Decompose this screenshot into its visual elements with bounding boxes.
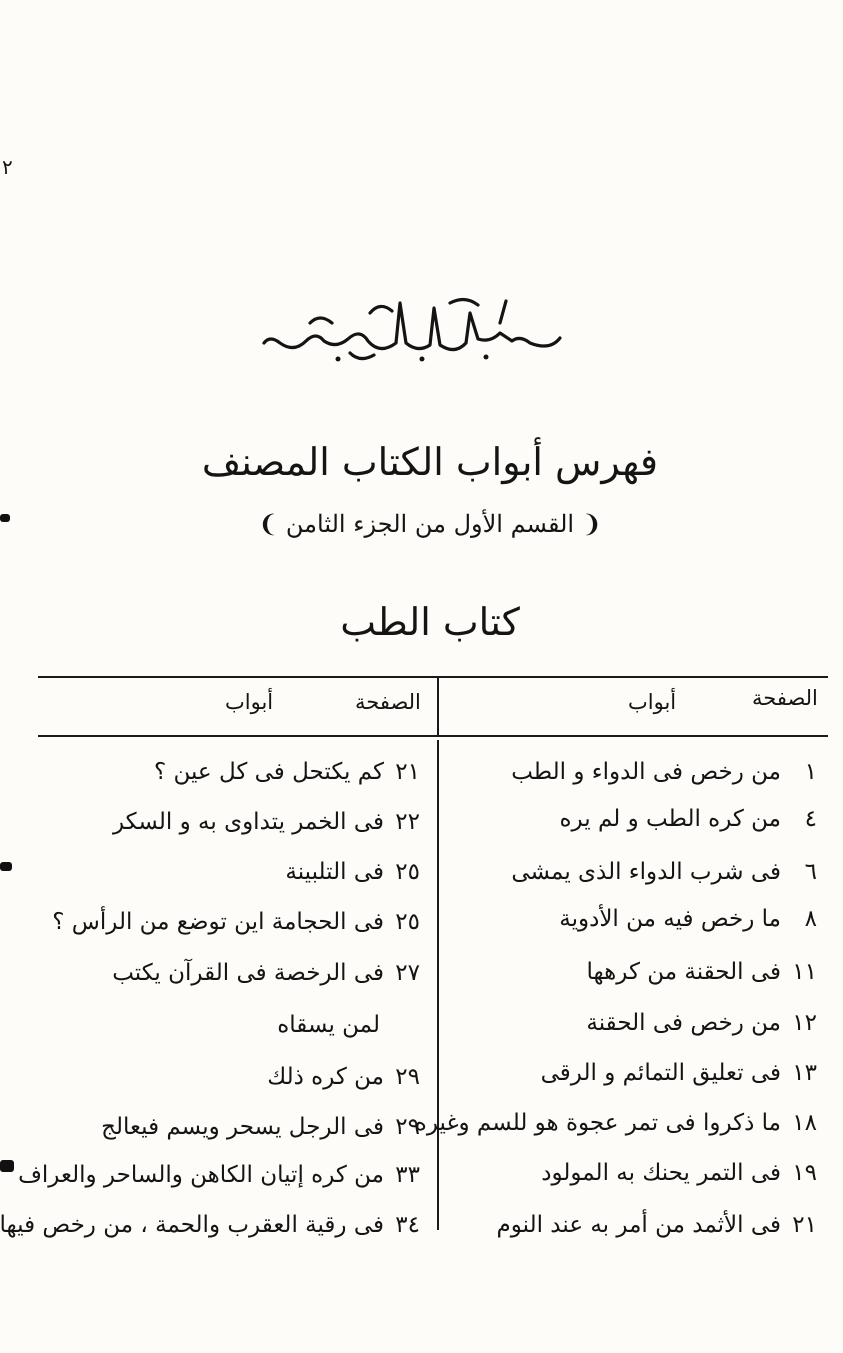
list-item: ٦فى شرب الدواء الذى يمشى xyxy=(511,859,817,885)
list-item: ٣٣من كره إتيان الكاهن والساحر والعراف xyxy=(18,1162,420,1188)
list-item-continuation: لمن يسقاه xyxy=(277,1012,380,1038)
list-item: ٤من كره الطب و لم يره xyxy=(559,806,817,832)
subtitle xyxy=(200,510,660,538)
right-header-chapters: أبواب xyxy=(628,690,677,714)
ornament-bracket: ❩ xyxy=(258,510,279,538)
page-number: ٢ xyxy=(2,155,13,179)
table-top-rule xyxy=(38,676,828,678)
ornament-bracket: ❨ xyxy=(581,510,602,538)
list-item: ٢٢فى الخمر يتداوى به و السكر xyxy=(112,809,420,835)
margin-mark xyxy=(0,1160,14,1172)
list-item: ١من رخص فى الدواء و الطب xyxy=(511,759,817,785)
margin-mark xyxy=(0,514,10,522)
right-header-page: الصفحة xyxy=(752,686,818,710)
basmala-calligraphy xyxy=(250,283,570,368)
left-header-page: الصفحة xyxy=(355,690,421,714)
left-header-chapters: أبواب xyxy=(225,690,274,714)
list-item: ٢١فى الأثمد من أمر به عند النوم xyxy=(496,1212,817,1238)
column-divider xyxy=(437,740,439,1230)
list-item: ٨ما رخص فيه من الأدوية xyxy=(559,906,817,932)
list-item: ١٩فى التمر يحنك به المولود xyxy=(541,1160,817,1186)
list-item: ٢٩من كره ذلك xyxy=(267,1064,420,1090)
list-item: ١٨ما ذكروا فى تمر عجوة هو للسم وغيره xyxy=(414,1110,817,1136)
subtitle-text: القسم الأول من الجزء الثامن xyxy=(285,510,575,538)
index-title: فهرس أبواب الكتاب المصنف xyxy=(201,440,659,484)
list-item: ١٣فى تعليق التمائم و الرقى xyxy=(540,1060,817,1086)
column-divider-header xyxy=(437,676,439,736)
list-item: ٢١كم يكتحل فى كل عين ؟ xyxy=(153,759,420,785)
book-title: كتاب الطب xyxy=(340,600,520,644)
list-item: ٣٤فى رقية العقرب والحمة ، من رخص فيها xyxy=(0,1212,420,1238)
list-item: ٢٥فى الحجامة اين توضع من الرأس ؟ xyxy=(52,909,420,935)
list-item: ١١فى الحقنة من كرهها xyxy=(586,959,817,985)
margin-mark xyxy=(0,862,12,871)
list-item: ٢٩فى الرجل يسحر ويسم فيعالج xyxy=(101,1114,420,1140)
list-item: ٢٧فى الرخصة فى القرآن يكتب xyxy=(112,960,420,986)
list-item: ١٢من رخص فى الحقنة xyxy=(586,1010,817,1036)
list-item: ٢٥فى التلبينة xyxy=(285,859,420,885)
table-header-rule xyxy=(38,735,828,737)
